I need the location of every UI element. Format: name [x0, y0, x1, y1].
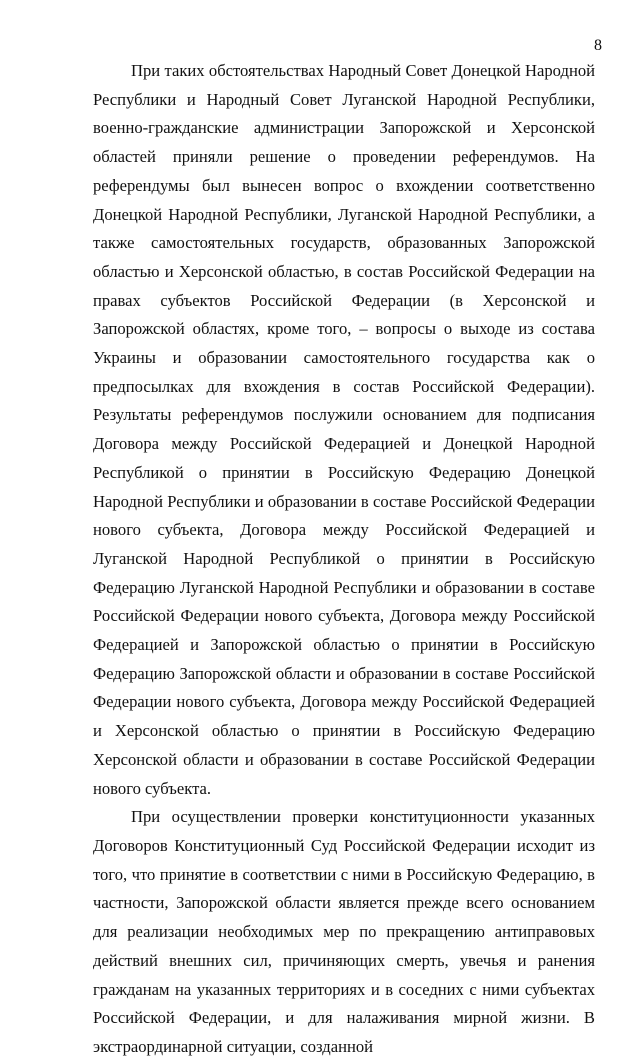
paragraph-1: При таких обстоятельствах Народный Совет Донецкой Народной Республики и Народный Совет Луганской Народной Республики, военно-гражданские администрации Запорожской и Херсонской областей приняли решение о проведении референдумов. На референдумы был вынесен вопрос о вхождении соответственно Донецкой Народной Республики, Луганской Народной Республики, а также самостоятельных государств, образованных Запорожской областью и Херсонской областью, в состав Российской Федерации на правах субъектов Российской Федерации (в Херсонской и Запорожской областях, кроме того, – вопросы о выходе из состава Украины и образовании самостоятельного государства как о предпосылках для вхождения в состав Российской Федерации). Результаты референдумов послужили основанием для подписания Договора между Российской Федерацией и Донецкой Народной Республикой о принятии в Российскую Федерацию Донецкой Народной Республики и образовании в составе Российской Федерации нового субъекта, Договора между Российской Федерацией и Луганской Народной Республикой о принятии в Российскую Федерацию Луганской Народной Республики и образовании в составе Российской Федерации нового субъекта, Договора между Российской Федерацией и Запорожской областью о принятии в Российскую Федерацию Запорожской области и образовании в составе Российской Федерации нового субъекта, Договора между Российской Федерацией и Херсонской областью о принятии в Российскую Федерацию Херсонской области и образовании в составе Российской Федерации нового субъекта.: [93, 61, 595, 798]
paragraph-2: При осуществлении проверки конституционности указанных Договоров Конституционный Суд Российской Федерации исходит из того, что принятие в соответствии с ними в Российскую Федерацию, в частности, Запорожской области является прежде всего основанием для реализации необходимых мер по прекращению антиправовых действий внешних сил, причиняющих смерть, увечья и ранения гражданам на указанных территориях и в соседних с ними субъектах Российской Федерации, и для налаживания мирной жизни. В экстраординарной ситуации, созданной: [93, 807, 595, 1056]
document-body: [93, 57, 595, 1062]
page-number: 8: [594, 37, 602, 54]
